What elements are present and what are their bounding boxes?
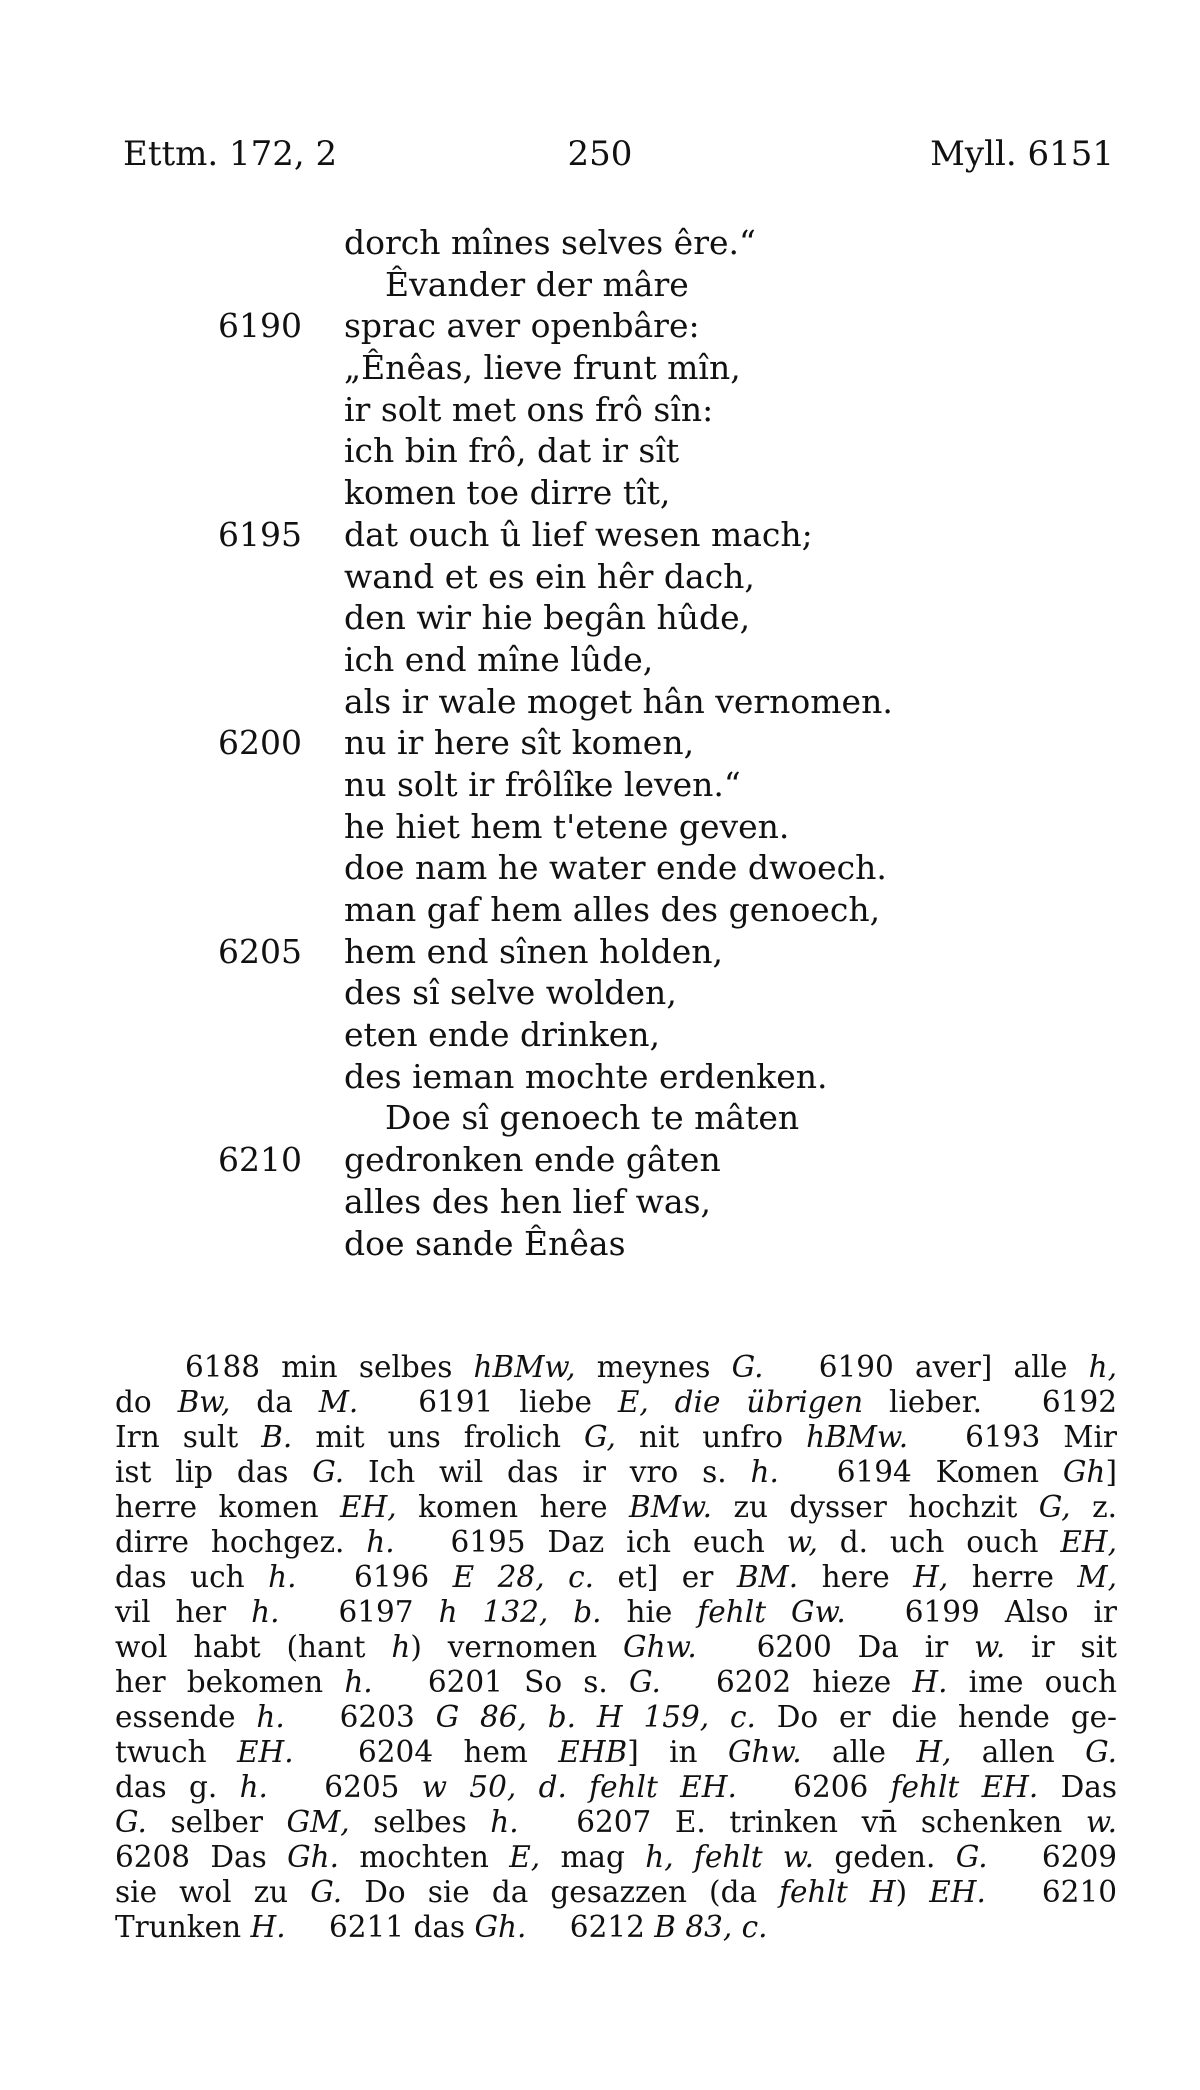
apparatus-text: 6194 Komen xyxy=(836,1455,1063,1489)
apparatus-text: her bekomen xyxy=(115,1665,345,1699)
apparatus-text: 6192 xyxy=(1041,1385,1117,1419)
verse-line xyxy=(0,264,1200,306)
verse-line xyxy=(0,389,1200,431)
siglum-text: h, xyxy=(1088,1350,1117,1384)
apparatus-text: Irn sult xyxy=(115,1420,262,1454)
siglum-text: H, xyxy=(916,1735,952,1769)
apparatus-text: lieber. xyxy=(863,1385,982,1419)
siglum-text: EH, xyxy=(1060,1525,1117,1559)
siglum-text: EH. xyxy=(929,1875,986,1909)
critical-apparatus xyxy=(115,1350,1117,1945)
siglum-text: fehlt H xyxy=(779,1875,896,1909)
apparatus-line xyxy=(115,1525,1117,1560)
verse-line-text: den wir hie begân hûde, xyxy=(344,598,751,638)
siglum-text: w 50, d. xyxy=(421,1770,567,1804)
apparatus-line xyxy=(115,1385,1117,1420)
apparatus-line xyxy=(115,1455,1117,1490)
apparatus-text: da xyxy=(230,1385,319,1419)
siglum-text: B. xyxy=(261,1420,293,1454)
apparatus-text xyxy=(567,1770,589,1804)
apparatus-text: vil her xyxy=(115,1595,252,1629)
siglum-text: h. xyxy=(251,1595,280,1629)
apparatus-text: ) vernomen xyxy=(410,1630,624,1664)
apparatus-line xyxy=(115,1910,1117,1945)
siglum-text: G. xyxy=(310,1875,343,1909)
verse-line-text: ir solt met ons frô sîn: xyxy=(344,389,714,429)
siglum-text: M. xyxy=(318,1385,359,1419)
siglum-text: h, xyxy=(645,1840,674,1874)
apparatus-line xyxy=(115,1420,1117,1455)
siglum-text: Ghw. xyxy=(623,1630,697,1664)
siglum-text: GM, xyxy=(286,1805,350,1839)
siglum-text: w. xyxy=(974,1630,1006,1664)
apparatus-line xyxy=(115,1735,1117,1770)
verse-line xyxy=(0,1097,1200,1139)
siglum-text: h xyxy=(391,1630,411,1664)
siglum-text: fehlt EH. xyxy=(890,1770,1039,1804)
verse-line xyxy=(0,1181,1200,1223)
siglum-text: Gh. xyxy=(474,1910,527,1944)
siglum-text: H. xyxy=(912,1665,948,1699)
apparatus-text: mag xyxy=(540,1840,646,1874)
apparatus-line xyxy=(115,1630,1117,1665)
apparatus-text: 6206 xyxy=(793,1770,891,1804)
line-number: 6210 xyxy=(218,1140,302,1180)
verse-line xyxy=(0,847,1200,889)
apparatus-text: alle xyxy=(801,1735,917,1769)
apparatus-text: Do er die hende ge- xyxy=(755,1700,1118,1734)
line-number: 6195 xyxy=(218,514,302,554)
apparatus-text: 6188 min selbes xyxy=(185,1350,474,1384)
verse-line-text: dat ouch û lief wesen mach; xyxy=(344,514,813,554)
verse-line-text: hem end sînen holden, xyxy=(344,931,724,971)
apparatus-text: here xyxy=(798,1560,914,1594)
running-header-left: Ettm. 172, 2 xyxy=(123,134,338,174)
apparatus-text: 6205 xyxy=(324,1770,422,1804)
siglum-text: BM. xyxy=(736,1560,799,1594)
siglum-text: H 159, c. xyxy=(596,1700,756,1734)
verse-line-text: ich bin frô, dat ir sît xyxy=(344,431,680,471)
siglum-text: G, xyxy=(1038,1490,1071,1524)
verse-line xyxy=(0,222,1200,264)
verse-line xyxy=(0,1014,1200,1056)
verse-line-text: des sî selve wolden, xyxy=(344,973,677,1013)
apparatus-text: 6197 xyxy=(338,1595,439,1629)
apparatus-line xyxy=(115,1595,1117,1630)
siglum-text: E, xyxy=(617,1385,649,1419)
apparatus-text: twuch xyxy=(115,1735,237,1769)
apparatus-text: 6191 liebe xyxy=(418,1385,618,1419)
siglum-text: w. xyxy=(1085,1805,1117,1839)
apparatus-text: 6212 xyxy=(569,1910,655,1944)
apparatus-text: 6201 So s. xyxy=(427,1665,629,1699)
apparatus-text: 6200 Da ir xyxy=(756,1630,975,1664)
siglum-text: Gh. xyxy=(287,1840,340,1874)
apparatus-text: 6210 xyxy=(1041,1875,1117,1909)
apparatus-text: zu dysser hochzit xyxy=(712,1490,1039,1524)
verse-line-text: sprac aver openbâre: xyxy=(344,306,700,346)
siglum-text: hBMw. xyxy=(806,1420,909,1454)
apparatus-line xyxy=(115,1770,1117,1805)
verse-line-text: gedronken ende gâten xyxy=(344,1140,721,1180)
siglum-text: h. xyxy=(750,1455,779,1489)
apparatus-line xyxy=(115,1805,1117,1840)
siglum-text: G. xyxy=(312,1455,345,1489)
apparatus-line xyxy=(115,1560,1117,1595)
siglum-text: h 132, b. xyxy=(438,1595,602,1629)
line-number: 6205 xyxy=(218,931,302,971)
siglum-text: Bw, xyxy=(177,1385,231,1419)
siglum-text: EHB xyxy=(558,1735,628,1769)
apparatus-text: ) xyxy=(895,1875,930,1909)
siglum-text: BMw. xyxy=(629,1490,713,1524)
verse-line-text: man gaf hem alles des genoech, xyxy=(344,890,881,929)
apparatus-text: 6202 hieze xyxy=(716,1665,913,1699)
apparatus-text: 6211 das xyxy=(329,1910,475,1944)
apparatus-text: d. uch ouch xyxy=(817,1525,1061,1559)
siglum-text: G 86, b. xyxy=(435,1700,577,1734)
apparatus-text: geden. xyxy=(814,1840,956,1874)
verse-line-text: nu solt ir frôlîke leven.“ xyxy=(344,764,741,804)
apparatus-line xyxy=(115,1700,1117,1735)
apparatus-text: ] xyxy=(1105,1455,1117,1489)
verse-line-text: „Ênêas, lieve frunt mîn, xyxy=(344,348,741,388)
apparatus-text: allen xyxy=(951,1735,1086,1769)
apparatus-line xyxy=(115,1350,1117,1385)
page-number: 250 xyxy=(567,134,633,174)
verse-line-text: wand et es ein hêr dach, xyxy=(344,556,755,596)
verse-line-text: als ir wale moget hân vernomen. xyxy=(344,681,893,721)
apparatus-text: sie wol zu xyxy=(115,1875,311,1909)
siglum-text: h. xyxy=(268,1560,297,1594)
siglum-text: G. xyxy=(731,1350,764,1384)
verse-line xyxy=(0,639,1200,681)
siglum-text: M, xyxy=(1077,1560,1117,1594)
verse-line xyxy=(0,472,1200,514)
apparatus-text: Do sie da gesazzen (da xyxy=(342,1875,780,1909)
apparatus-text xyxy=(674,1840,694,1874)
siglum-text: hBMw, xyxy=(473,1350,576,1384)
running-header-right: Myll. 6151 xyxy=(930,134,1114,174)
siglum-text: G. xyxy=(115,1805,147,1839)
siglum-text: h. xyxy=(239,1770,268,1804)
apparatus-line xyxy=(115,1490,1117,1525)
siglum-text: H. xyxy=(250,1910,286,1944)
apparatus-text: Trunken xyxy=(115,1910,251,1944)
apparatus-text: selbes xyxy=(349,1805,491,1839)
apparatus-text: ir sit xyxy=(1005,1630,1117,1664)
verse-line xyxy=(0,722,1200,764)
apparatus-text: hie xyxy=(601,1595,698,1629)
apparatus-text: do xyxy=(115,1385,178,1419)
apparatus-text: mit uns frolich xyxy=(292,1420,585,1454)
apparatus-text: 6196 xyxy=(354,1560,453,1594)
apparatus-text: ist lip das xyxy=(115,1455,313,1489)
apparatus-text: meynes xyxy=(575,1350,732,1384)
verse-line xyxy=(0,1139,1200,1181)
verse-line xyxy=(0,347,1200,389)
apparatus-text xyxy=(576,1700,597,1734)
verse-line xyxy=(0,889,1200,931)
verse-line-text: Doe sî genoech te mâten xyxy=(385,1098,800,1138)
verse-line-text: he hiet hem t'etene geven. xyxy=(344,806,790,846)
apparatus-text: Das xyxy=(1038,1770,1117,1804)
siglum-text: h. xyxy=(366,1525,395,1559)
verse-line xyxy=(0,305,1200,347)
siglum-text: EH, xyxy=(340,1490,397,1524)
apparatus-text: komen here xyxy=(396,1490,630,1524)
apparatus-text: 6193 Mir xyxy=(965,1420,1117,1454)
verse-line xyxy=(0,972,1200,1014)
apparatus-text: 6209 xyxy=(1041,1840,1117,1874)
verse-line xyxy=(0,514,1200,556)
verse-line-text: eten ende drinken, xyxy=(344,1015,660,1055)
siglum-text: Gh xyxy=(1062,1455,1106,1489)
apparatus-text: ] in xyxy=(627,1735,728,1769)
siglum-text: h. xyxy=(256,1700,285,1734)
siglum-text: fehlt w. xyxy=(693,1840,815,1874)
siglum-text: G. xyxy=(1085,1735,1117,1769)
siglum-text: B 83, c. xyxy=(654,1910,768,1944)
verse-line xyxy=(0,931,1200,973)
verse-line xyxy=(0,1056,1200,1098)
verse-line xyxy=(0,597,1200,639)
siglum-text: fehlt EH. xyxy=(589,1770,737,1804)
siglum-text: h. xyxy=(490,1805,519,1839)
verse-line-text: des ieman mochte erdenken. xyxy=(344,1056,828,1096)
siglum-text: w, xyxy=(786,1525,818,1559)
siglum-text: H, xyxy=(913,1560,949,1594)
verse-line xyxy=(0,430,1200,472)
apparatus-text: 6195 Daz ich euch xyxy=(450,1525,787,1559)
apparatus-text: 6204 hem xyxy=(358,1735,559,1769)
apparatus-line xyxy=(115,1665,1117,1700)
siglum-text: Ghw. xyxy=(727,1735,802,1769)
apparatus-text: 6208 Das xyxy=(115,1840,288,1874)
verse-line xyxy=(0,556,1200,598)
siglum-text: G. xyxy=(628,1665,661,1699)
apparatus-text: Ich wil das ir vro s. xyxy=(344,1455,751,1489)
verse-line-text: nu ir here sît komen, xyxy=(344,723,695,763)
verse-text xyxy=(0,222,1200,1264)
apparatus-text: mochten xyxy=(339,1840,510,1874)
verse-line-text: doe sande Ênêas xyxy=(344,1223,626,1263)
siglum-text: E 28, c. xyxy=(452,1560,594,1594)
siglum-text: die übrigen xyxy=(674,1385,864,1419)
apparatus-text: 6199 Also ir xyxy=(904,1595,1117,1629)
apparatus-text: herre xyxy=(948,1560,1078,1594)
apparatus-text: essende xyxy=(115,1700,257,1734)
apparatus-text: 6190 aver] alle xyxy=(818,1350,1089,1384)
verse-line-text: Êvander der mâre xyxy=(385,264,689,304)
verse-line-text: alles des hen lief was, xyxy=(344,1181,712,1221)
verse-line-text: komen toe dirre tît, xyxy=(344,473,671,513)
apparatus-text: herre komen xyxy=(115,1490,341,1524)
siglum-text: E, xyxy=(509,1840,541,1874)
line-number: 6190 xyxy=(218,306,302,346)
verse-line xyxy=(0,1223,1200,1265)
apparatus-text: dirre hochgez. xyxy=(115,1525,367,1559)
apparatus-text: 6203 xyxy=(339,1700,436,1734)
apparatus-line xyxy=(115,1840,1117,1875)
apparatus-text: wol habt (hant xyxy=(115,1630,392,1664)
verse-line xyxy=(0,806,1200,848)
siglum-text: EH. xyxy=(237,1735,294,1769)
apparatus-text: das uch xyxy=(115,1560,269,1594)
verse-line xyxy=(0,681,1200,723)
verse-line-text: doe nam he water ende dwoech. xyxy=(344,848,887,888)
siglum-text: G, xyxy=(584,1420,616,1454)
siglum-text: fehlt Gw. xyxy=(697,1595,846,1629)
verse-line-text: ich end mîne lûde, xyxy=(344,639,654,679)
apparatus-text: et] er xyxy=(593,1560,737,1594)
apparatus-text: ime ouch xyxy=(947,1665,1117,1699)
apparatus-text: 6207 E. trinken vn̄ schenken xyxy=(576,1805,1086,1839)
line-number: 6200 xyxy=(218,723,302,763)
siglum-text: G. xyxy=(955,1840,988,1874)
apparatus-text xyxy=(649,1385,675,1419)
apparatus-text: das g. xyxy=(115,1770,240,1804)
verse-line-text: dorch mînes selves êre.“ xyxy=(344,223,756,262)
apparatus-line xyxy=(115,1875,1117,1910)
apparatus-text: nit unfro xyxy=(615,1420,807,1454)
apparatus-text: z. xyxy=(1070,1490,1117,1524)
apparatus-text: selber xyxy=(146,1805,287,1839)
siglum-text: h. xyxy=(344,1665,373,1699)
verse-line xyxy=(0,764,1200,806)
